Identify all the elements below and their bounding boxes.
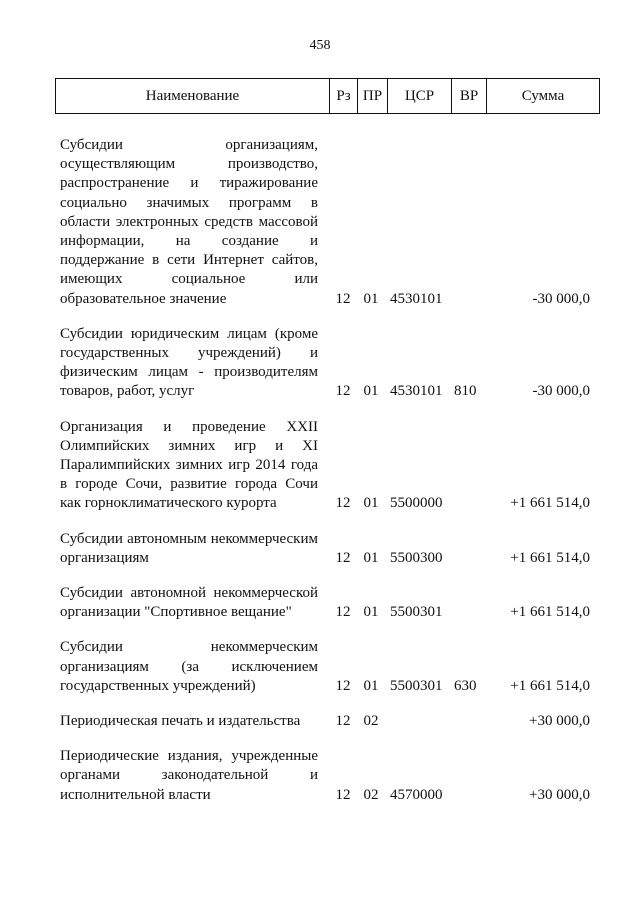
- header-sum: Сумма: [486, 79, 599, 113]
- row-sum: +1 661 514,0: [510, 549, 590, 566]
- table-row: [55, 747, 600, 805]
- row-rz: 12: [335, 604, 351, 621]
- table-header: [55, 78, 600, 114]
- row-name: Субсидии юридическим лицам (кроме государственных учреждений) и физическим лицам - производителям товаров, работ, услуг: [60, 325, 318, 400]
- row-csr: 4530101: [390, 383, 443, 400]
- header-name: Наименование: [145, 87, 240, 104]
- row-rz: 12: [335, 786, 351, 803]
- header-rz: Рз: [329, 79, 357, 113]
- row-name: Субсидии организациям, осуществляющим производство, распространение и тиражирование социально значимых программ в области электронных средств массовой информации, на создание и поддержание в сети Интернет сайтов, имеющих социальное или образовательное значение: [60, 137, 318, 307]
- row-sum: +1 661 514,0: [510, 604, 590, 621]
- row-rz: 12: [335, 549, 351, 566]
- row-rz: 12: [335, 383, 351, 400]
- row-csr: 5500301: [390, 604, 443, 621]
- header-pr: ПР: [357, 79, 387, 113]
- row-sum: +30 000,0: [529, 713, 590, 730]
- table-row: [55, 325, 600, 402]
- table-row: [55, 418, 600, 514]
- row-pr: 01: [363, 383, 379, 400]
- row-sum: -30 000,0: [532, 290, 590, 307]
- row-csr: 5500300: [390, 549, 443, 566]
- row-name: Периодическая печать и издательства: [60, 713, 301, 730]
- row-sum: -30 000,0: [532, 383, 590, 400]
- table-row: [55, 136, 600, 309]
- page-number: 458: [309, 38, 331, 53]
- row-pr: 01: [363, 290, 379, 307]
- row-vr: 810: [454, 383, 477, 400]
- table-row: [55, 584, 600, 622]
- row-name: Периодические издания, учрежденные органами законодательной и исполнительной власти: [60, 748, 318, 803]
- table-row: [55, 530, 600, 568]
- row-pr: 01: [363, 677, 379, 694]
- row-csr: 4530101: [390, 290, 443, 307]
- row-pr: 02: [363, 713, 379, 730]
- row-name: Субсидии автономной некоммерческой организации "Спортивное вещание": [60, 585, 318, 621]
- table-row: [55, 712, 600, 731]
- row-rz: 12: [335, 495, 351, 512]
- row-pr: 01: [363, 495, 379, 512]
- row-csr: 5500000: [390, 495, 443, 512]
- row-sum: +1 661 514,0: [510, 495, 590, 512]
- header-csr: ЦСР: [387, 79, 451, 113]
- row-csr: 5500301: [390, 677, 443, 694]
- row-pr: 02: [363, 786, 379, 803]
- row-vr: 630: [454, 677, 477, 694]
- row-csr: 4570000: [390, 786, 443, 803]
- row-name: Субсидии автономным некоммерческим организациям: [60, 530, 318, 566]
- row-name: Субсидии некоммерческим организациям (за исключением государственных учреждений): [60, 639, 318, 694]
- row-sum: +30 000,0: [529, 786, 590, 803]
- table-body: [55, 136, 600, 821]
- row-pr: 01: [363, 604, 379, 621]
- table-row: [55, 638, 600, 696]
- row-rz: 12: [335, 713, 351, 730]
- row-name: Организация и проведение XXII Олимпийских зимних игр и XI Паралимпийских зимних игр 2014 года в городе Сочи, развитие города Сочи как горноклиматического курорта: [60, 418, 318, 512]
- row-sum: +1 661 514,0: [510, 677, 590, 694]
- row-rz: 12: [335, 290, 351, 307]
- header-vr: ВР: [451, 79, 486, 113]
- row-rz: 12: [335, 677, 351, 694]
- row-pr: 01: [363, 549, 379, 566]
